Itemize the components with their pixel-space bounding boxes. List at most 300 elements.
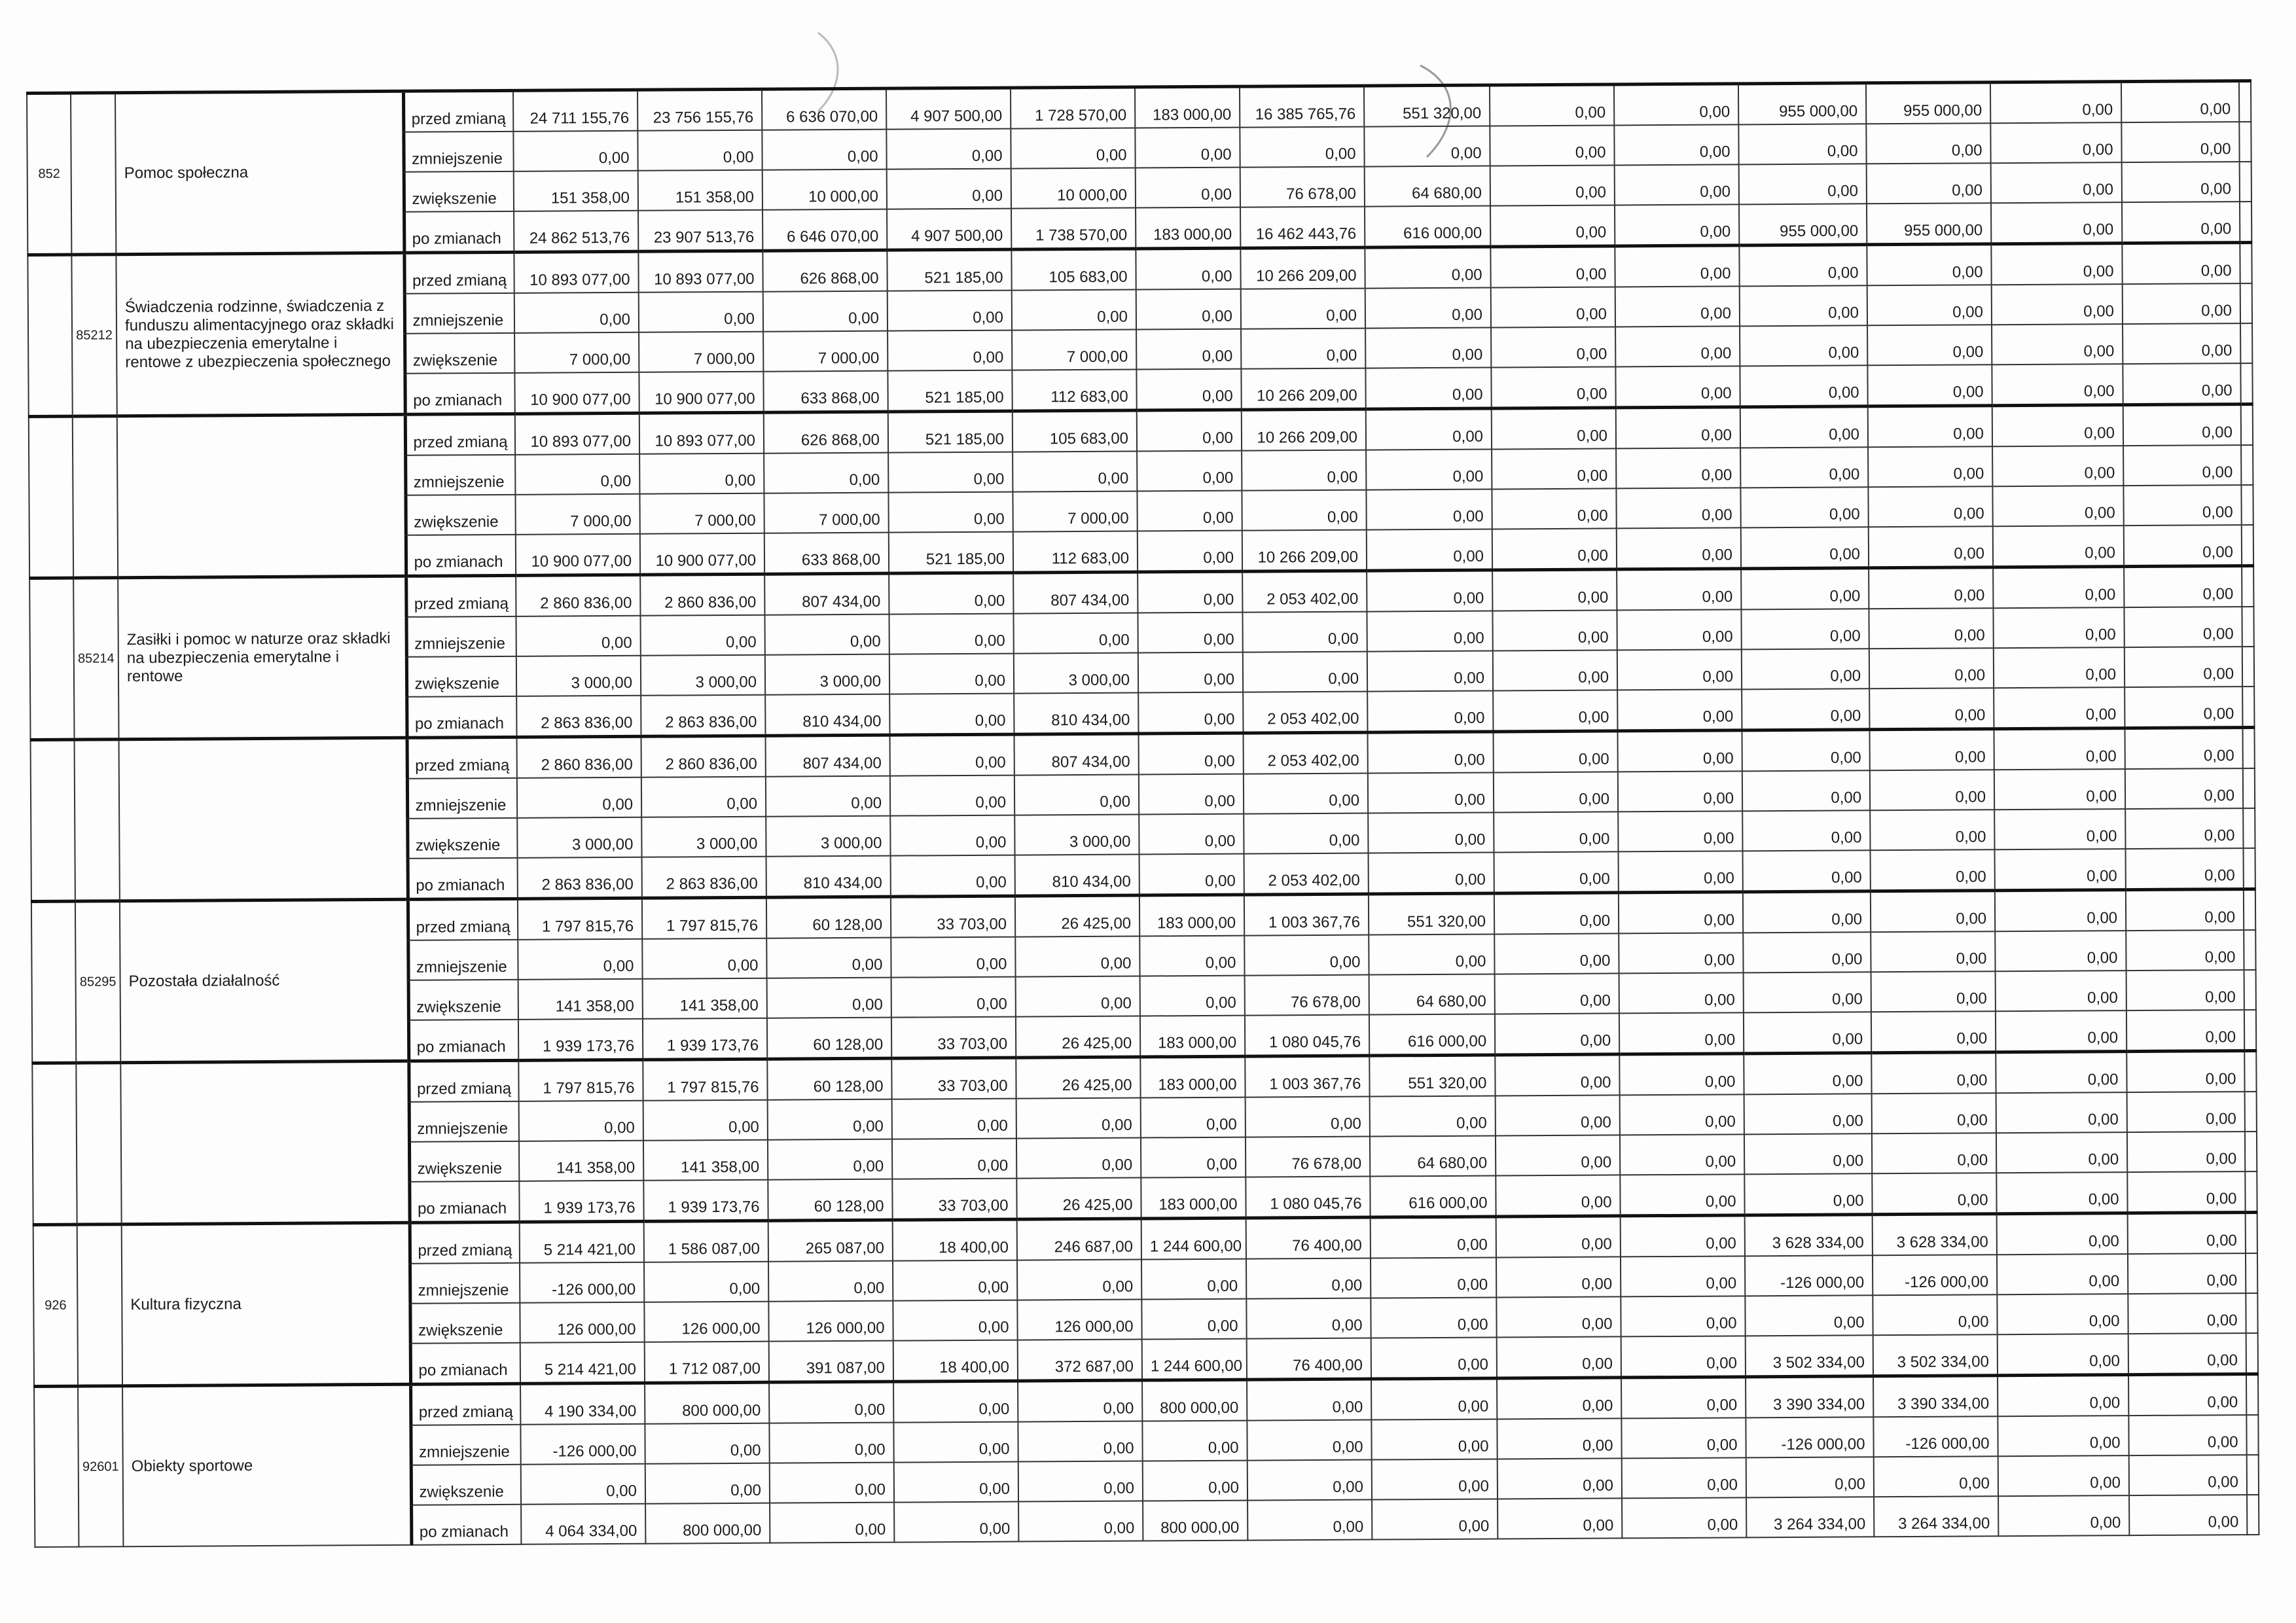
row-label: zwiększenie: [408, 980, 518, 1020]
amount-cell: 0,00: [888, 330, 1012, 371]
amount-cell: 105 683,00: [1013, 410, 1137, 452]
empty-cell: [2240, 243, 2251, 284]
amount-cell: 955 000,00: [1738, 83, 1866, 125]
amount-cell: 26 425,00: [1016, 1057, 1140, 1099]
amount-cell: 0,00: [768, 1261, 893, 1302]
empty-cell: [2244, 848, 2255, 889]
amount-cell: 183 000,00: [1139, 895, 1244, 936]
amount-cell: 0,00: [2129, 1455, 2247, 1495]
amount-cell: 0,00: [514, 293, 639, 333]
amount-cell: 0,00: [1490, 125, 1614, 166]
amount-cell: 0,00: [1871, 891, 1995, 933]
amount-cell: 2 863 836,00: [516, 696, 641, 738]
amount-cell: 0,00: [893, 1300, 1017, 1341]
amount-cell: 6 636 070,00: [762, 88, 886, 130]
amount-cell: 0,00: [2122, 202, 2240, 243]
amount-cell: 64 680,00: [1369, 974, 1495, 1014]
empty-cell: [2242, 687, 2254, 728]
amount-cell: 0,00: [1016, 976, 1140, 1017]
amount-cell: 183 000,00: [1140, 1056, 1245, 1097]
amount-cell: 807 434,00: [766, 735, 890, 777]
amount-cell: 0,00: [1496, 1257, 1621, 1297]
amount-cell: 626 868,00: [762, 250, 887, 292]
amount-cell: 0,00: [1616, 407, 1740, 449]
amount-cell: 0,00: [1494, 772, 1618, 812]
amount-cell: 0,00: [766, 938, 891, 978]
row-label: zmniejszenie: [405, 455, 515, 495]
amount-cell: 0,00: [892, 1099, 1016, 1139]
amount-cell: 0,00: [1742, 688, 1869, 730]
amount-cell: 0,00: [1997, 1294, 2128, 1334]
amount-cell: 0,00: [1136, 168, 1240, 208]
amount-cell: 0,00: [1867, 244, 1991, 286]
amount-cell: 0,00: [521, 1464, 645, 1505]
amount-cell: 0,00: [1618, 811, 1742, 851]
amount-cell: 126 000,00: [768, 1301, 893, 1342]
amount-cell: 0,00: [1138, 692, 1243, 734]
amount-cell: 0,00: [2124, 607, 2242, 647]
amount-cell: 26 425,00: [1016, 1178, 1141, 1220]
amount-cell: 0,00: [1617, 527, 1741, 569]
amount-cell: 0,00: [1996, 1052, 2126, 1094]
amount-cell: 0,00: [1246, 1298, 1371, 1339]
amount-cell: 807 434,00: [764, 573, 889, 615]
amount-cell: 1 939 173,76: [643, 1180, 768, 1222]
amount-cell: 0,00: [1015, 936, 1139, 977]
amount-cell: 0,00: [766, 776, 890, 817]
amount-cell: 3 000,00: [641, 655, 765, 696]
amount-cell: 2 863 836,00: [641, 695, 765, 737]
amount-cell: 0,00: [1867, 163, 1991, 204]
section-name: Obiekty sportowe: [122, 1384, 411, 1546]
amount-cell: 0,00: [2125, 728, 2242, 770]
amount-cell: 0,00: [888, 452, 1013, 493]
rozdzial-code: 92601: [78, 1386, 123, 1547]
amount-cell: 0,00: [1136, 248, 1240, 289]
amount-cell: 16 385 765,76: [1240, 86, 1364, 128]
amount-cell: 0,00: [1615, 245, 1739, 287]
amount-cell: 0,00: [1992, 284, 2123, 325]
empty-cell: [2245, 1132, 2257, 1171]
amount-cell: 1 939 173,76: [519, 1181, 643, 1222]
amount-cell: 0,00: [1013, 452, 1137, 492]
amount-cell: 0,00: [1620, 1094, 1744, 1135]
amount-cell: 616 000,00: [1370, 1175, 1496, 1217]
amount-cell: 521 185,00: [888, 411, 1013, 453]
amount-cell: 0,00: [1740, 285, 1867, 326]
amount-cell: 0,00: [1241, 289, 1365, 329]
row-label: zwiększenie: [406, 656, 516, 697]
amount-cell: 10 893 077,00: [639, 412, 764, 454]
amount-cell: 10 266 209,00: [1240, 247, 1365, 289]
row-label: po zmianach: [408, 858, 518, 899]
amount-cell: 0,00: [1990, 122, 2121, 163]
amount-cell: 0,00: [1992, 446, 2123, 486]
amount-cell: 0,00: [1994, 809, 2125, 849]
amount-cell: 0,00: [645, 1463, 770, 1504]
amount-cell: 0,00: [2125, 687, 2242, 728]
amount-cell: -126 000,00: [1873, 1255, 1997, 1295]
empty-cell: [2246, 1333, 2258, 1374]
amount-cell: 0,00: [1991, 162, 2122, 203]
empty-cell: [2240, 283, 2252, 323]
row-label: po zmianach: [408, 1020, 518, 1061]
amount-cell: 33 703,00: [891, 896, 1015, 938]
amount-cell: 551 320,00: [1369, 893, 1494, 935]
amount-cell: 0,00: [2126, 848, 2244, 890]
amount-cell: 7 000,00: [515, 494, 639, 535]
amount-cell: 0,00: [518, 939, 642, 980]
amount-cell: 60 128,00: [767, 1018, 891, 1060]
amount-cell: 810 434,00: [1014, 693, 1138, 735]
amount-cell: 0,00: [1365, 328, 1491, 368]
amount-cell: 0,00: [1617, 609, 1741, 650]
amount-cell: 0,00: [1013, 613, 1138, 654]
amount-cell: 0,00: [1011, 128, 1135, 169]
amount-cell: 0,00: [1998, 1334, 2128, 1376]
amount-cell: 0,00: [1246, 1258, 1371, 1299]
amount-cell: 3 000,00: [1014, 653, 1138, 694]
amount-cell: 0,00: [1367, 690, 1493, 732]
amount-cell: 0,00: [1993, 567, 2124, 609]
amount-cell: 1 080 045,76: [1246, 1177, 1370, 1219]
amount-cell: 141 358,00: [643, 978, 767, 1019]
amount-cell: 0,00: [1996, 1010, 2126, 1052]
amount-cell: 0,00: [639, 454, 764, 494]
amount-cell: 0,00: [1994, 728, 2125, 770]
empty-cell: [2239, 122, 2251, 162]
amount-cell: 1 939 173,76: [643, 1018, 767, 1060]
amount-cell: 2 053 402,00: [1243, 692, 1367, 734]
amount-cell: 3 000,00: [641, 817, 766, 857]
amount-cell: 0,00: [1869, 648, 1994, 688]
amount-cell: 64 680,00: [1370, 1135, 1496, 1176]
amount-cell: 0,00: [2128, 1213, 2246, 1255]
empty-cell: [2244, 930, 2255, 970]
amount-cell: 10 000,00: [762, 169, 887, 210]
amount-cell: 0,00: [1869, 567, 1993, 609]
amount-cell: 33 703,00: [891, 1017, 1016, 1059]
amount-cell: 0,00: [1622, 1457, 1746, 1498]
rozdzial-code: [76, 1063, 121, 1224]
amount-cell: 1 738 570,00: [1011, 208, 1136, 250]
amount-cell: 0,00: [2122, 243, 2240, 285]
amount-cell: 0,00: [764, 453, 888, 493]
amount-cell: 0,00: [1137, 410, 1242, 451]
amount-cell: 0,00: [1365, 288, 1491, 329]
amount-cell: 0,00: [1873, 1294, 1997, 1335]
amount-cell: 0,00: [1619, 892, 1743, 934]
amount-cell: 0,00: [1498, 1498, 1622, 1539]
amount-cell: 0,00: [1142, 1421, 1247, 1461]
empty-cell: [2245, 1092, 2257, 1132]
amount-cell: 0,00: [1614, 84, 1738, 126]
amount-cell: 10 893 077,00: [515, 413, 639, 455]
amount-cell: 0,00: [1369, 852, 1494, 894]
amount-cell: 0,00: [1143, 1461, 1247, 1501]
amount-cell: 141 358,00: [518, 979, 643, 1020]
dzial-code: [27, 255, 72, 416]
section-name: Zasiłki i pomoc w naturze oraz składki na ubezpieczenia emerytalne i rentowe: [118, 576, 406, 739]
amount-cell: 0,00: [1621, 1215, 1745, 1257]
amount-cell: 2 863 836,00: [642, 857, 766, 899]
empty-cell: [2242, 566, 2253, 607]
amount-cell: 0,00: [1018, 1501, 1143, 1542]
amount-cell: 0,00: [1494, 812, 1618, 852]
amount-cell: 0,00: [2126, 889, 2244, 931]
amount-cell: 0,00: [1619, 1012, 1744, 1054]
amount-cell: 0,00: [1871, 1052, 1996, 1094]
amount-cell: 23 756 155,76: [637, 89, 762, 131]
rozdzial-code: 85295: [75, 901, 120, 1063]
amount-cell: 0,00: [1874, 1456, 1998, 1497]
amount-cell: 0,00: [888, 291, 1012, 331]
amount-cell: 0,00: [1496, 1135, 1620, 1175]
rozdzial-code: [77, 1224, 122, 1386]
amount-cell: 2 053 402,00: [1242, 571, 1367, 613]
amount-cell: 0,00: [1139, 936, 1244, 976]
empty-cell: [2242, 647, 2254, 687]
amount-cell: 0,00: [1371, 1257, 1496, 1298]
row-label: zwiększenie: [404, 171, 514, 212]
amount-cell: 0,00: [894, 1462, 1018, 1503]
amount-cell: 0,00: [1244, 774, 1368, 814]
amount-cell: 810 434,00: [1015, 855, 1139, 897]
amount-cell: 0,00: [1244, 935, 1369, 976]
amount-cell: 0,00: [889, 654, 1014, 694]
amount-cell: 0,00: [1493, 731, 1617, 773]
amount-cell: 0,00: [1138, 531, 1242, 572]
amount-cell: 0,00: [1492, 408, 1616, 450]
amount-cell: 0,00: [1367, 529, 1492, 571]
section-name: Pomoc społeczna: [115, 91, 404, 254]
amount-cell: 0,00: [1995, 931, 2126, 971]
amount-cell: 0,00: [1997, 1213, 2128, 1255]
amount-cell: 0,00: [2125, 647, 2242, 687]
amount-cell: 0,00: [1991, 202, 2122, 244]
amount-cell: 0,00: [768, 1139, 892, 1180]
amount-cell: 391 087,00: [769, 1341, 893, 1383]
amount-cell: -126 000,00: [1745, 1255, 1873, 1296]
amount-cell: 0,00: [1996, 1172, 2127, 1214]
amount-cell: 0,00: [1617, 649, 1742, 690]
amount-cell: 0,00: [1141, 1259, 1246, 1300]
empty-cell: [2247, 1495, 2259, 1535]
amount-cell: 0,00: [2128, 1415, 2246, 1455]
dzial-code: [29, 416, 73, 578]
amount-cell: 0,00: [891, 977, 1016, 1018]
amount-cell: 0,00: [1739, 245, 1867, 287]
amount-cell: 0,00: [1990, 82, 2121, 124]
amount-cell: 0,00: [1617, 569, 1741, 611]
amount-cell: 0,00: [1615, 286, 1740, 327]
amount-cell: 0,00: [1741, 609, 1869, 649]
amount-cell: 0,00: [1366, 450, 1492, 490]
amount-cell: 0,00: [1872, 1093, 1996, 1133]
amount-cell: 0,00: [893, 1381, 1018, 1423]
rozdzial-code: 85212: [71, 255, 117, 416]
amount-cell: 0,00: [1138, 571, 1242, 613]
amount-cell: 0,00: [1139, 733, 1244, 774]
amount-cell: 0,00: [1998, 1375, 2128, 1417]
amount-cell: 0,00: [767, 978, 891, 1018]
amount-cell: 0,00: [1365, 368, 1491, 410]
amount-cell: 10 900 077,00: [639, 372, 763, 414]
amount-cell: 0,00: [1738, 124, 1866, 164]
amount-cell: 0,00: [1495, 1054, 1619, 1096]
amount-cell: 64 680,00: [1365, 166, 1490, 207]
amount-cell: 0,00: [516, 616, 640, 656]
dzial-code: [31, 901, 76, 1063]
amount-cell: 0,00: [1140, 976, 1245, 1016]
amount-cell: 955 000,00: [1739, 204, 1867, 245]
amount-cell: 0,00: [1371, 1419, 1497, 1459]
amount-cell: 0,00: [1992, 405, 2123, 447]
amount-cell: 0,00: [1367, 570, 1492, 612]
row-label: zmniejszenie: [406, 616, 516, 657]
row-label: zmniejszenie: [408, 940, 518, 980]
row-label: przed zmianą: [408, 1060, 518, 1101]
amount-cell: 0,00: [2127, 1171, 2245, 1213]
amount-cell: 633 868,00: [763, 371, 888, 413]
amount-cell: 0,00: [2124, 525, 2242, 567]
row-label: zwiększenie: [405, 495, 515, 535]
dzial-code: [32, 1063, 77, 1224]
amount-cell: 7 000,00: [763, 331, 888, 372]
amount-cell: 18 400,00: [893, 1219, 1017, 1261]
amount-cell: 0,00: [1136, 289, 1241, 330]
amount-cell: 0,00: [1615, 326, 1740, 366]
amount-cell: 0,00: [2123, 404, 2241, 446]
amount-cell: 0,00: [1018, 1380, 1142, 1422]
amount-cell: 5 214 421,00: [520, 1342, 645, 1384]
amount-cell: 0,00: [1492, 448, 1616, 489]
amount-cell: 1 586 087,00: [644, 1221, 768, 1262]
amount-cell: 0,00: [1742, 730, 1869, 772]
amount-cell: 0,00: [1621, 1418, 1746, 1458]
amount-cell: 76 678,00: [1245, 975, 1369, 1016]
amount-cell: 0,00: [1621, 1377, 1746, 1419]
amount-cell: 0,00: [1870, 770, 1994, 810]
amount-cell: 0,00: [1740, 447, 1868, 488]
row-label: po zmianach: [411, 1505, 521, 1545]
amount-cell: 10 900 077,00: [516, 534, 640, 576]
amount-cell: 0,00: [1368, 812, 1494, 853]
amount-cell: 521 185,00: [888, 370, 1012, 412]
amount-cell: 7 000,00: [1012, 330, 1136, 370]
amount-cell: 0,00: [1866, 123, 1990, 164]
amount-cell: 0,00: [893, 1260, 1017, 1301]
amount-cell: 0,00: [1745, 1295, 1873, 1336]
amount-cell: 0,00: [1241, 329, 1365, 369]
amount-cell: 2 863 836,00: [518, 857, 642, 899]
empty-cell: [2242, 728, 2254, 769]
amount-cell: 112 683,00: [1013, 531, 1138, 573]
section-name: [120, 1061, 409, 1224]
amount-cell: 0,00: [1869, 526, 1993, 568]
amount-cell: 0,00: [1994, 687, 2125, 729]
amount-cell: 0,00: [1367, 611, 1492, 651]
amount-cell: 23 907 513,76: [638, 210, 762, 252]
amount-cell: 521 185,00: [889, 532, 1013, 574]
amount-cell: 0,00: [1742, 810, 1870, 851]
amount-cell: 112 683,00: [1012, 370, 1136, 412]
amount-cell: 0,00: [1371, 1297, 1496, 1338]
amount-cell: 183 000,00: [1136, 207, 1240, 249]
amount-cell: 3 390 334,00: [1873, 1376, 1998, 1418]
empty-cell: [2239, 81, 2251, 122]
amount-cell: 2 860 836,00: [641, 736, 766, 777]
amount-cell: 0,00: [1998, 1495, 2129, 1536]
amount-cell: 3 628 334,00: [1745, 1215, 1873, 1257]
amount-cell: 3 502 334,00: [1873, 1334, 1998, 1376]
row-label: po zmianach: [410, 1343, 520, 1384]
amount-cell: -126 000,00: [520, 1424, 645, 1465]
amount-cell: 955 000,00: [1867, 203, 1991, 245]
amount-cell: 0,00: [1369, 934, 1494, 974]
amount-cell: 0,00: [2126, 1010, 2244, 1052]
amount-cell: 3 390 334,00: [1746, 1376, 1873, 1418]
amount-cell: 0,00: [517, 777, 641, 818]
amount-cell: 0,00: [1997, 1254, 2128, 1294]
amount-cell: 0,00: [1991, 243, 2122, 285]
amount-cell: 1 244 600,00: [1142, 1339, 1247, 1380]
row-label: zwiększenie: [409, 1141, 519, 1182]
empty-cell: [2241, 404, 2253, 446]
row-label: po zmianach: [404, 211, 514, 253]
amount-cell: 18 400,00: [893, 1340, 1018, 1382]
amount-cell: 0,00: [769, 1382, 893, 1423]
amount-cell: 7 000,00: [1013, 491, 1137, 532]
amount-cell: 0,00: [1615, 366, 1740, 408]
amount-cell: 0,00: [1992, 486, 2123, 526]
section-name: [119, 738, 408, 901]
dzial-code: 852: [27, 93, 71, 255]
amount-cell: 265 087,00: [768, 1220, 893, 1262]
amount-cell: 5 214 421,00: [520, 1221, 644, 1263]
amount-cell: 0,00: [1619, 933, 1743, 973]
empty-cell: [2241, 445, 2253, 485]
amount-cell: 0,00: [1869, 729, 1994, 771]
amount-cell: 6 646 070,00: [762, 209, 887, 251]
amount-cell: 0,00: [1491, 327, 1615, 367]
amount-cell: 0,00: [1742, 649, 1869, 689]
amount-cell: 151 358,00: [514, 171, 638, 211]
amount-cell: 10 266 209,00: [1242, 409, 1366, 451]
row-label: przed zmianą: [408, 899, 518, 940]
amount-cell: 0,00: [1996, 1132, 2127, 1173]
amount-cell: 616 000,00: [1365, 206, 1490, 248]
amount-cell: 10 893 077,00: [514, 251, 638, 293]
amount-cell: 551 320,00: [1364, 85, 1490, 127]
amount-cell: 0,00: [1492, 610, 1617, 651]
empty-cell: [2243, 808, 2255, 848]
section-name: Pozostała działalność: [120, 899, 408, 1062]
amount-cell: 26 425,00: [1015, 895, 1139, 937]
amount-cell: 183 000,00: [1140, 1016, 1245, 1057]
dzial-code: 926: [33, 1224, 78, 1386]
rozdzial-code: [73, 416, 118, 578]
amount-cell: 0,00: [2122, 162, 2240, 202]
amount-cell: 0,00: [1616, 448, 1740, 488]
amount-cell: 1 003 367,76: [1245, 1056, 1369, 1097]
amount-cell: 4 190 334,00: [520, 1383, 645, 1425]
amount-cell: 7 000,00: [514, 332, 639, 373]
amount-cell: -126 000,00: [520, 1262, 644, 1303]
row-label: przed zmianą: [410, 1383, 520, 1425]
amount-cell: 0,00: [2123, 363, 2240, 405]
amount-cell: 24 862 513,76: [514, 211, 638, 253]
